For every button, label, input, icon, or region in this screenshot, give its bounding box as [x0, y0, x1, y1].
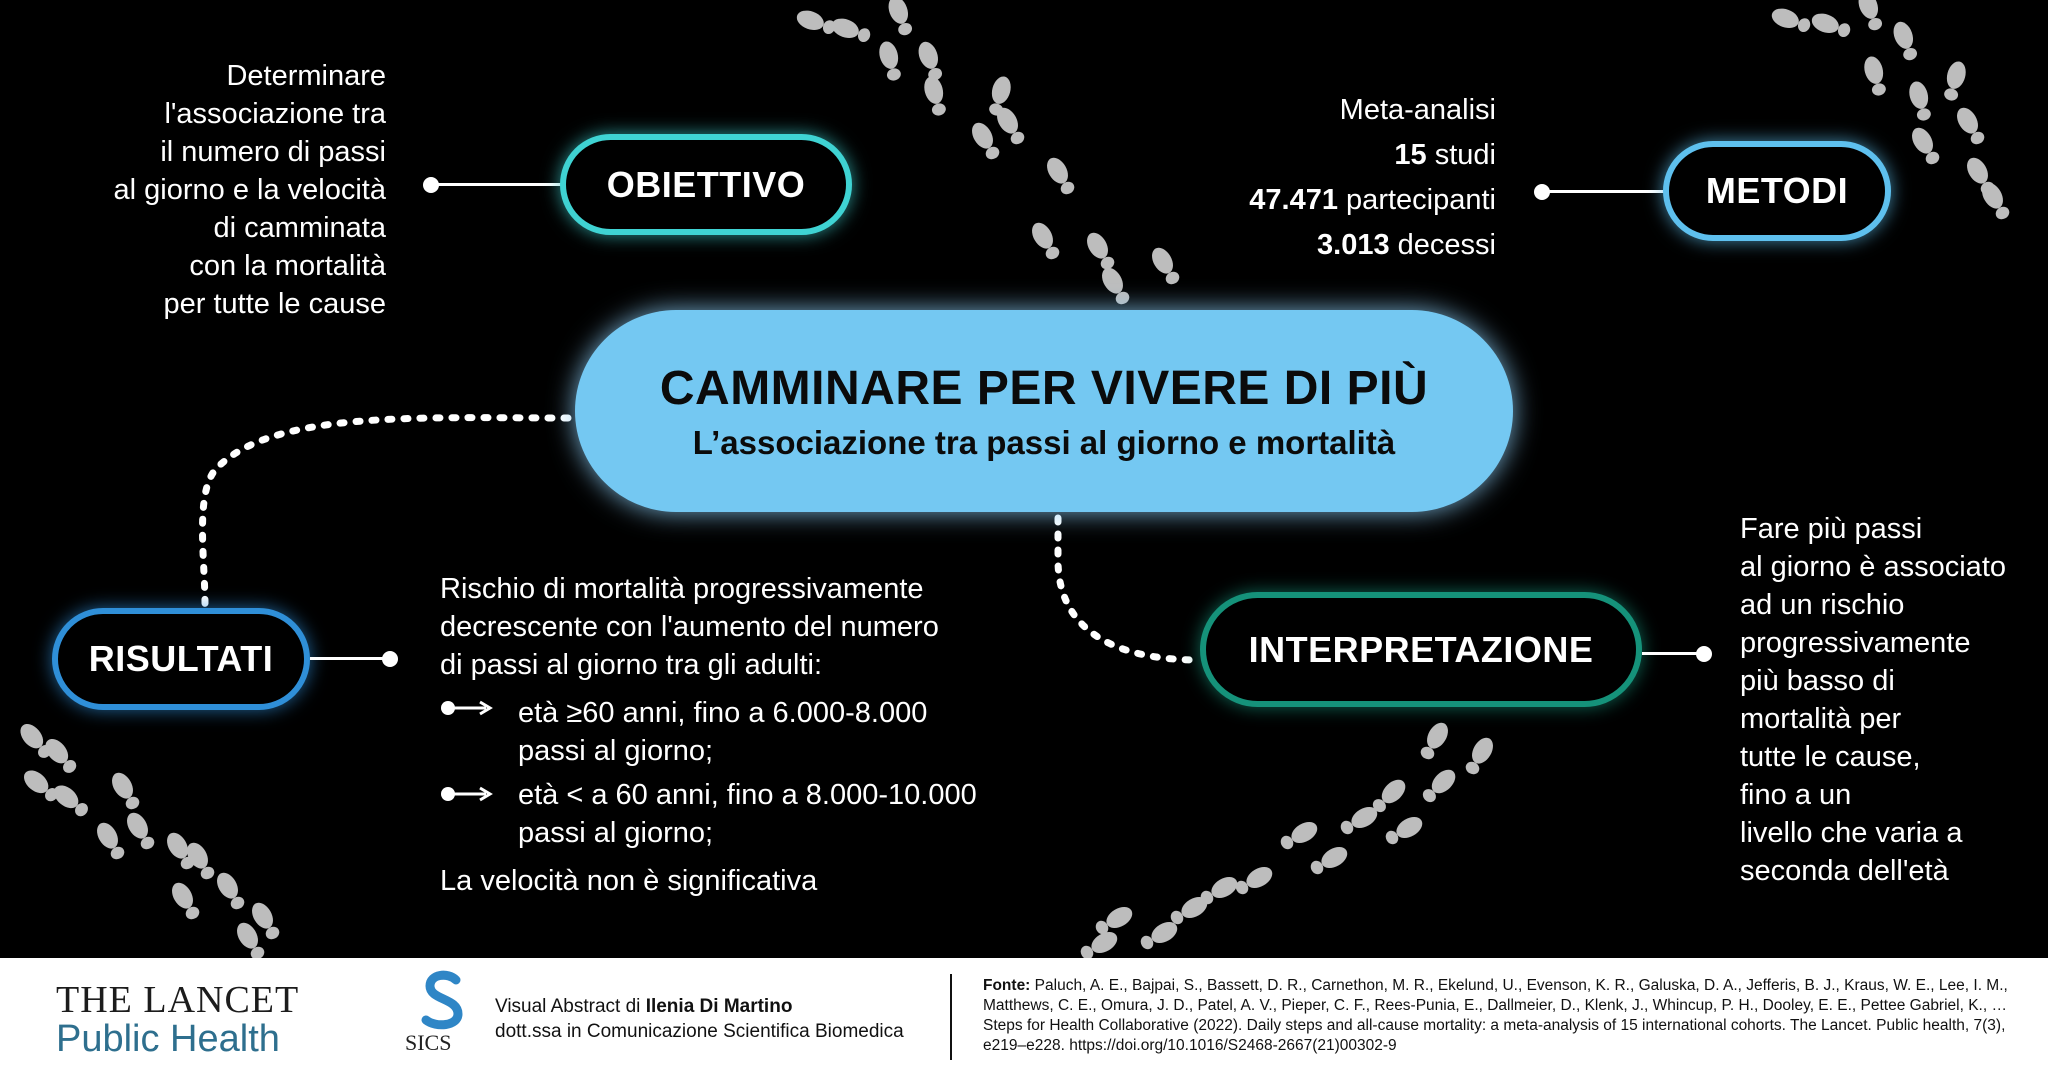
footprint-icon — [1861, 54, 1889, 97]
arrow-bullet-icon — [440, 784, 496, 804]
footprint-icon — [108, 769, 144, 813]
footprint-icon — [1277, 818, 1321, 854]
footprint-icon — [168, 879, 204, 923]
lancet-logo-line2: Public Health — [56, 1018, 280, 1060]
interpretation-label: INTERPRETAZIONE — [1200, 592, 1642, 707]
central-title-pill — [575, 310, 1513, 512]
footprint-icon — [1906, 79, 1934, 122]
results-bullet-1: età ≥60 anni, fino a 6.000-8.000 passi al giorno; — [518, 697, 928, 767]
sics-logo-icon — [418, 970, 468, 1030]
interpretation-connector-dot — [1696, 646, 1712, 662]
objective-label: OBIETTIVO — [560, 134, 852, 235]
footprint-icon — [1307, 843, 1351, 879]
footprint-icon — [1941, 59, 1969, 102]
footprint-icon — [213, 869, 249, 913]
interpretation-connector-line — [1642, 652, 1704, 655]
footprint-icon — [1232, 863, 1276, 899]
footprint-icon — [1890, 19, 1921, 63]
footprint-icon — [123, 809, 159, 853]
footprint-icon — [1382, 813, 1426, 849]
footprint-icon — [794, 7, 838, 38]
footprint-icon — [1043, 154, 1079, 198]
footprint-icon — [20, 766, 62, 806]
footprint-icon — [1855, 0, 1886, 33]
results-intro: Rischio di mortalità progressivamente decrescente con l'aumento del numero di passi al giorno tra gli adulti: — [440, 573, 939, 681]
results-speed-note: La velocità non è significativa — [440, 865, 818, 897]
results-connector-line — [310, 657, 390, 660]
methods-connector-line — [1542, 190, 1666, 193]
footprint-icon — [885, 0, 916, 38]
results-label: RISULTATI — [52, 608, 310, 710]
footprint-icon — [1908, 124, 1944, 168]
methods-text: Meta-analisi 15 studi 47.471 partecipanti 3.013 decessi — [1249, 94, 1496, 261]
interpretation-text: Fare più passi al giorno è associato ad un rischio progressivamente più basso di mortalità per tutte le cause, fino a un livello che varia a seconda dell'età — [1740, 513, 2006, 887]
results-bullet-2: età < a 60 anni, fino a 8.000-10.000 passi al giorno; — [518, 779, 977, 849]
footprint-icon — [1809, 10, 1853, 41]
footprint-icon — [1098, 264, 1134, 308]
footprint-icon — [915, 39, 946, 83]
visual-abstract-credit: Visual Abstract di Ilenia Di Martino dott.ssa in Comunicazione Scientifica Biomedica — [495, 996, 904, 1042]
footprint-icon — [50, 781, 92, 821]
dotted-connector-interpretation — [1058, 518, 1200, 660]
footprint-icon — [1028, 219, 1064, 263]
footprint-icon — [1417, 719, 1453, 763]
objective-text: Determinare l'associazione tra il numero di passi al giorno e la velocità di camminata con la mortalità per tutte le cause — [113, 60, 386, 320]
footprint-icon — [829, 15, 873, 46]
footer-separator — [950, 974, 952, 1060]
objective-connector-line — [431, 183, 561, 186]
footprint-icon — [1769, 5, 1813, 36]
footprint-icon — [1953, 104, 1989, 148]
footprint-icon — [968, 119, 1004, 163]
footprint-icon — [1092, 903, 1136, 939]
footprint-icon — [1462, 734, 1498, 778]
methods-label: METODI — [1663, 141, 1891, 241]
main-title: CAMMINARE PER VIVERE DI PIÙ — [659, 361, 1429, 415]
main-subtitle: L’associazione tra passi al giorno e mortalità — [692, 423, 1396, 461]
footprint-icon — [1419, 765, 1460, 806]
lancet-logo-line1: THE LANCET — [56, 979, 300, 1021]
source-citation: Fonte: Paluch, A. E., Bajpai, S., Bassett, D. R., Carnethon, M. R., Ekelund, U., Evenson, K. R., Galuska, D. A., Jefferis, B. J., Kraus, W. E., Lee, I. M., Matthews, C. E., Omura, J. D., Patel, A. V., Pieper, C. F., Rees-Punia, E., Dallmeier, D., Klenk, J., Whincup, P. H., Dooley, E. E., Pettee Gabriel, K., … Steps for Health Collaborative (2022). Daily steps and all-cause mortality: a meta-analysis of 15 international cohorts. The Lancet. Public health, 7(3), e219–e228. https://doi.org/10.1016/S2468-2667(21)00302-9 — [983, 977, 2008, 1054]
footprint-icon — [876, 39, 904, 82]
sics-logo-text: SICS — [405, 1030, 452, 1055]
results-connector-dot — [382, 651, 398, 667]
footprint-icon — [921, 74, 949, 117]
footprint-icon — [93, 819, 129, 863]
footer — [0, 958, 2048, 1074]
arrow-bullet-icon — [440, 698, 496, 718]
